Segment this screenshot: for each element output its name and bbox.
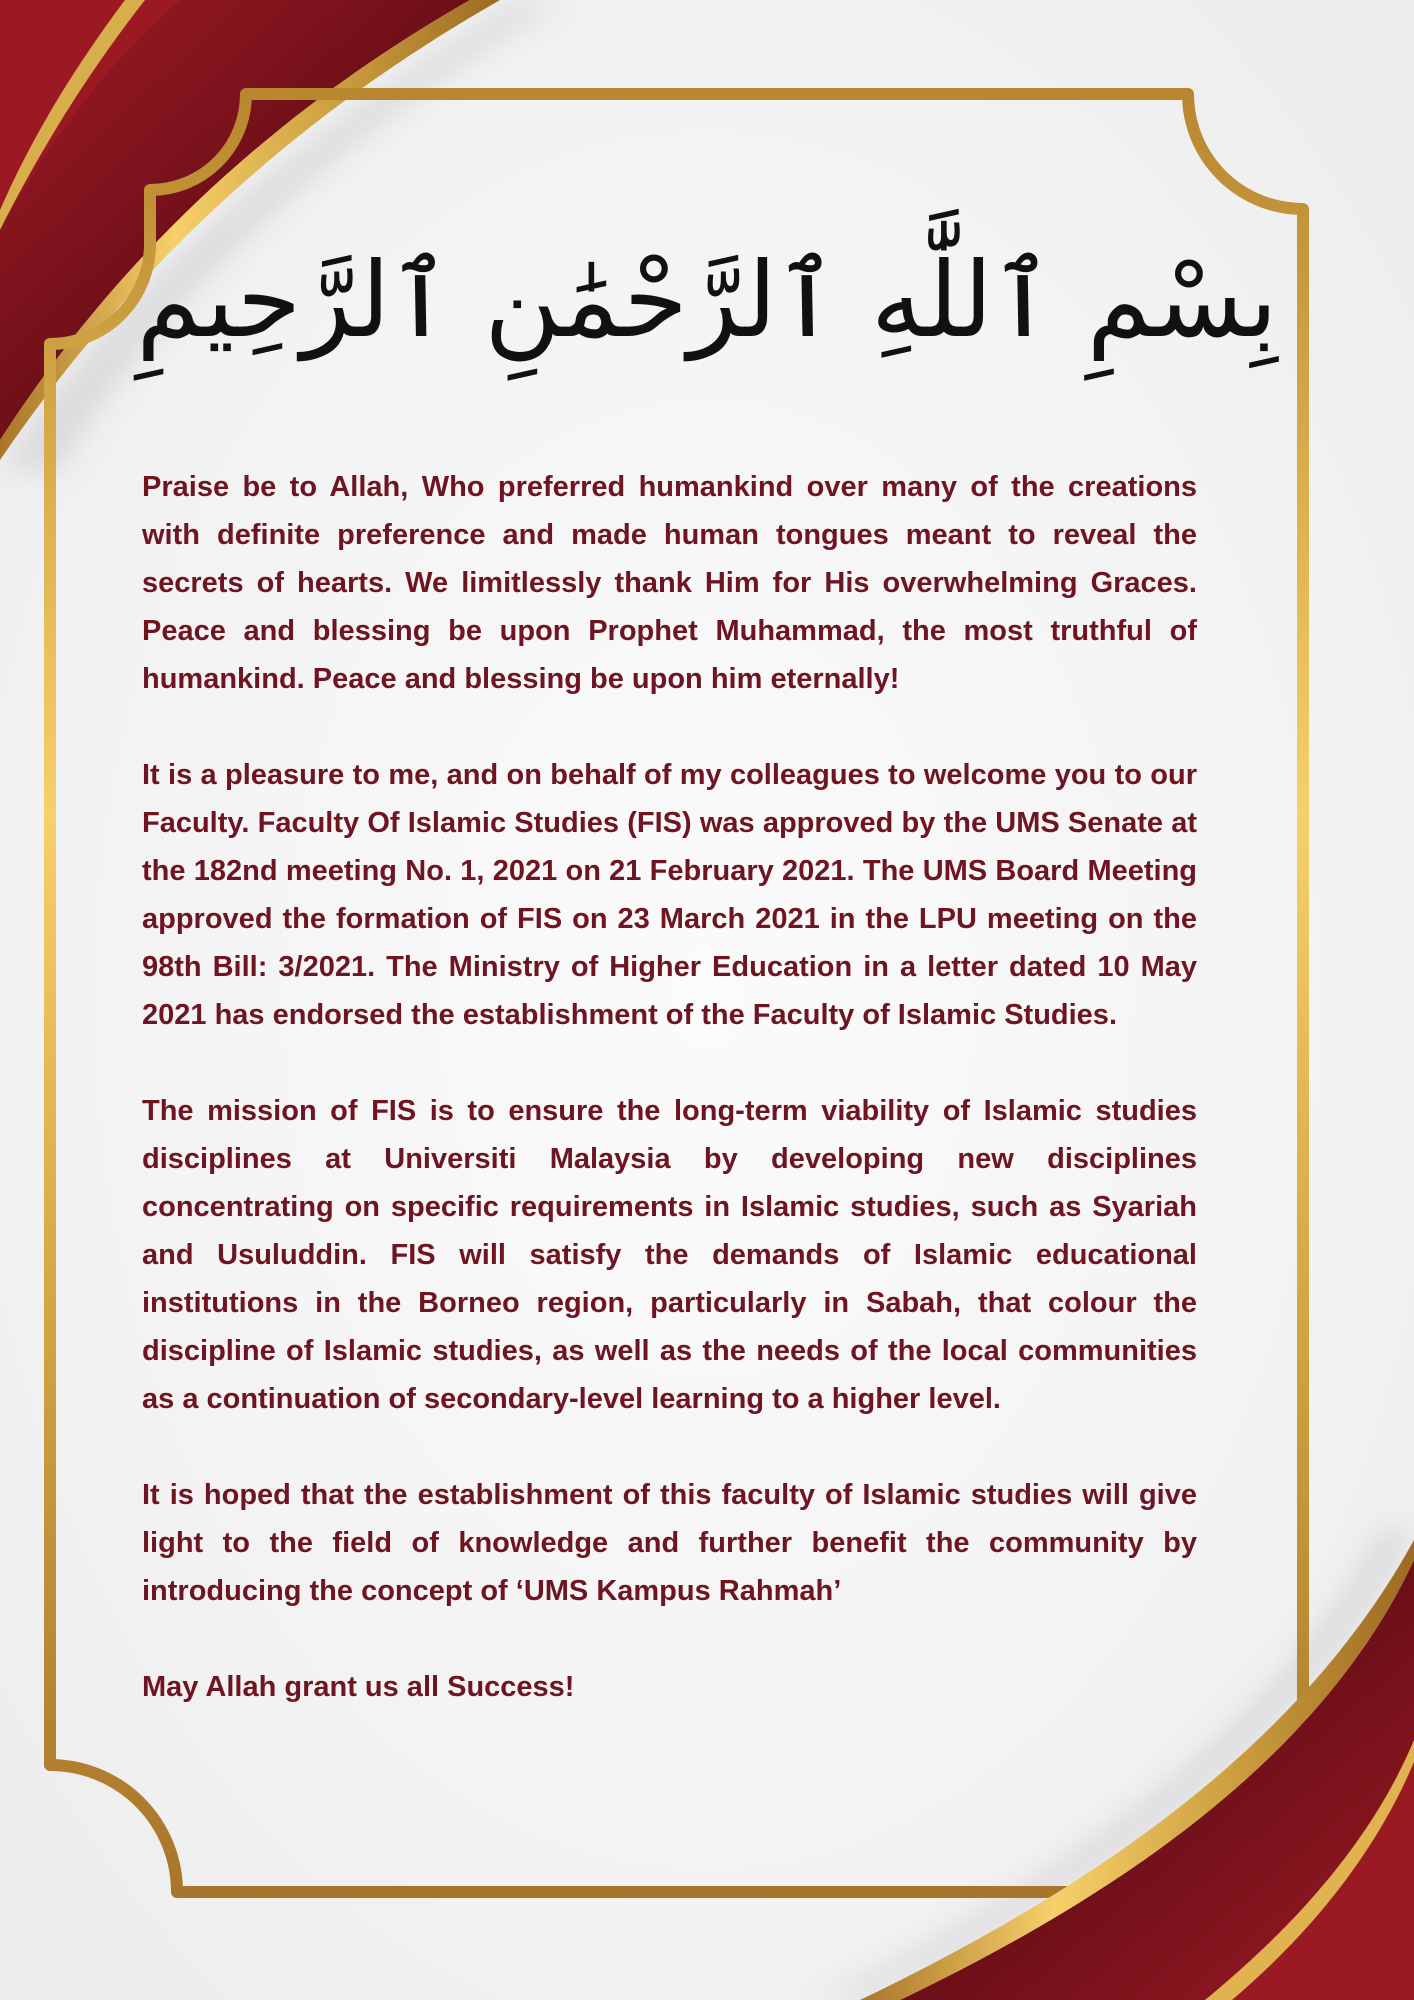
- basmala-text: بِسْمِ ٱللَّٰهِ ٱلرَّحْمَٰنِ ٱلرَّحِيمِ: [136, 239, 1278, 361]
- closing-line: May Allah grant us all Success!: [142, 1671, 575, 1703]
- paragraph-welcome: It is a pleasure to me, and on behalf of my colleagues to welcome you to our Faculty. Faculty Of Islamic Studies (FIS) was approved by the UMS Senate at the 182nd meeting No. 1, 2021 on 21 February 2021. The UMS Board Meeting approved the formation of FIS on 23 March 2021 in the LPU meeting on the 98th Bill: 3/2021. The Ministry of Higher Education in a letter dated 10 May 2021 has endorsed the establishment of the Faculty of Islamic Studies.: [142, 759, 1197, 1031]
- message-body: [142, 463, 1197, 1711]
- paragraph-hope: It is hoped that the establishment of this faculty of Islamic studies will give light to the field of knowledge and further benefit the community by introducing the concept of ‘UMS Kampus Rahmah’: [142, 1479, 1197, 1607]
- basmala-calligraphy: [136, 190, 1278, 410]
- paragraph-praise: Praise be to Allah, Who preferred humankind over many of the creations with definite preference and made human tongues meant to reveal the secrets of hearts. We limitlessly thank Him for His overwhelming Graces. Peace and blessing be upon Prophet Muhammad, the most truthful of humankind. Peace and blessing be upon him eternally!: [142, 471, 1197, 695]
- paragraph-mission: The mission of FIS is to ensure the long-term viability of Islamic studies disciplines at Universiti Malaysia by developing new disciplines concentrating on specific requirements in Islamic studies, such as Syariah and Usuluddin. FIS will satisfy the demands of Islamic educational institutions in the Borneo region, particularly in Sabah, that colour the discipline of Islamic studies, as well as the needs of the local communities as a continuation of secondary-level learning to a higher level.: [142, 1095, 1197, 1415]
